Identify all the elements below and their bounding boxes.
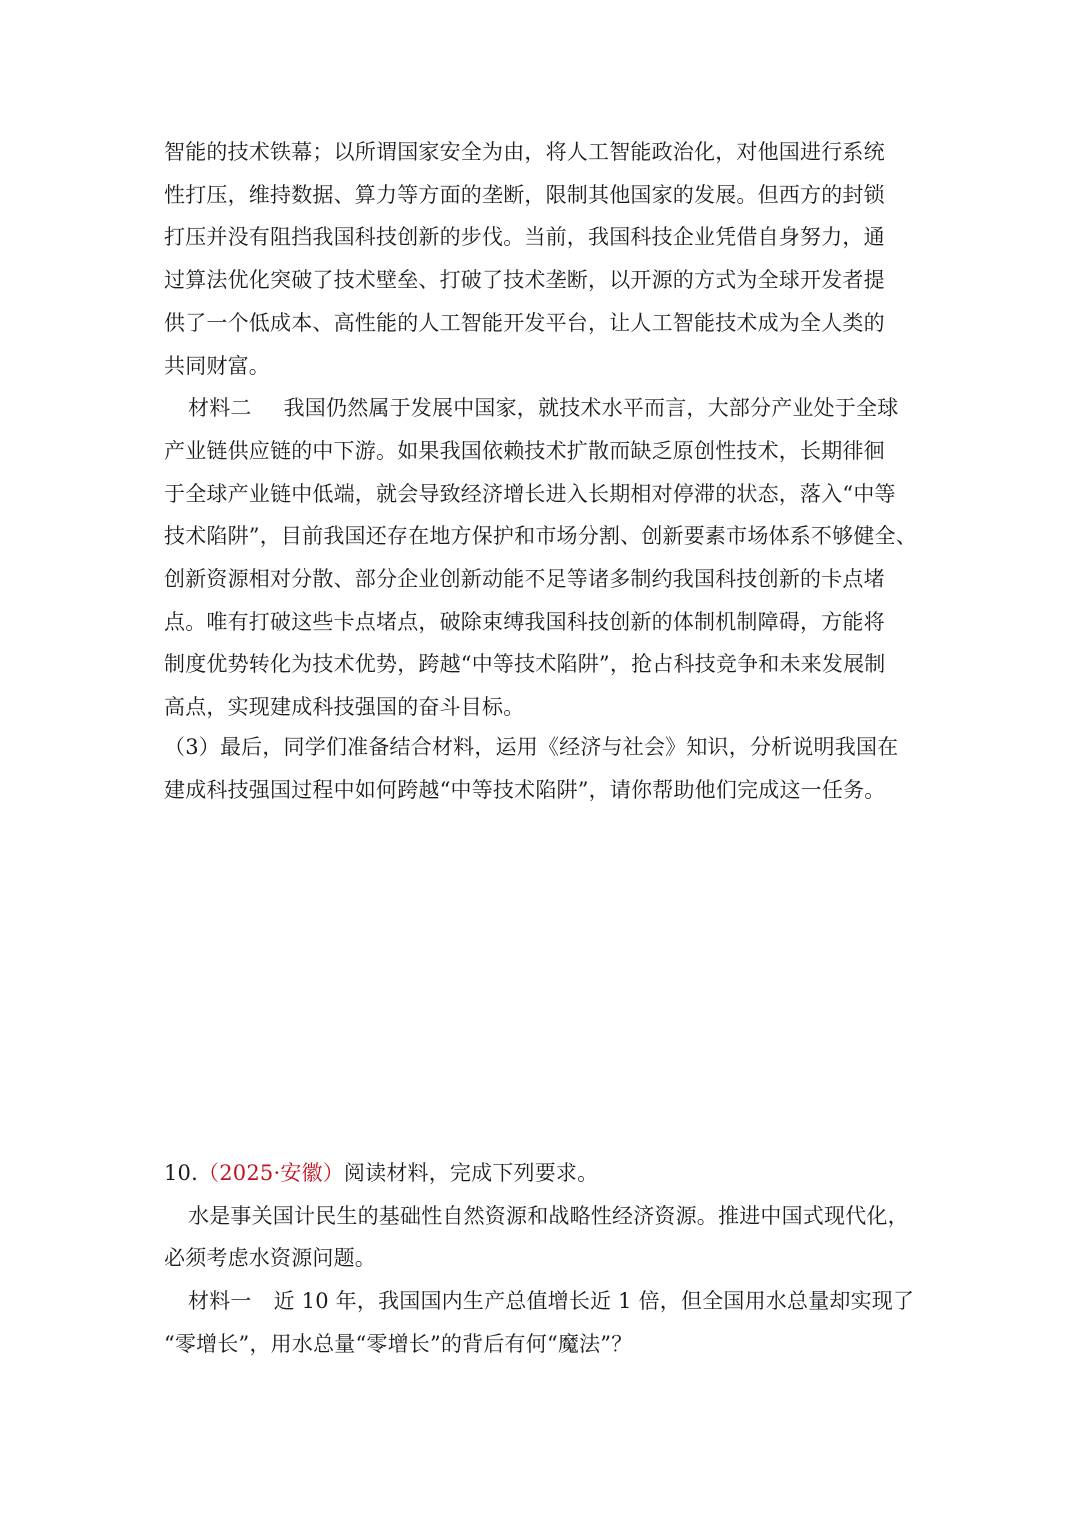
text-line: 供了一个低成本、高性能的人工智能开发平台，让人工智能技术成为全人类的 — [164, 310, 885, 335]
text-line: 于全球产业链中低端，就会导致经济增长进入长期相对停滞的状态，落入“中等 — [164, 481, 896, 506]
question-source: （2025·安徽） — [198, 1161, 344, 1185]
material-two-first-line — [164, 387, 924, 430]
text-line: 打压并没有阻挡我国科技创新的步伐。当前，我国科技企业凭借自身努力，通 — [164, 225, 885, 250]
question-number: 10. — [164, 1161, 198, 1185]
material-one-first-line — [164, 1280, 924, 1323]
text-line: 共同财富。 — [164, 353, 270, 378]
text-line: 水是事关国计民生的基础性自然资源和战略性经济资源。推进中国式现代化， — [188, 1203, 909, 1228]
material-two-label: 材料二 — [188, 396, 252, 421]
text-line: 产业链供应链的中下游。如果我国依赖技术扩散而缺乏原创性技术，长期徘徊 — [164, 438, 885, 463]
text-line: 过算法优化突破了技术壁垒、打破了技术垄断，以开源的方式为全球开发者提 — [164, 268, 885, 293]
text-line: 近 10 年，我国国内生产总值增长近 1 倍，但全国用水总量却实现了 — [273, 1289, 915, 1314]
text-line: 性打压，维持数据、算力等方面的垄断，限制其他国家的发展。但西方的封锁 — [164, 182, 885, 207]
question-ten-header — [164, 1152, 924, 1195]
question-ten — [164, 1152, 924, 1366]
material-one-label: 材料一 — [188, 1289, 252, 1314]
question-three — [164, 726, 924, 811]
text-line: 点。唯有打破这些卡点堵点，破除束缚我国科技创新的体制机制障碍，方能将 — [164, 609, 885, 634]
text-line: “零增长”，用水总量“零增长”的背后有何“魔法”？ — [164, 1331, 633, 1356]
text-line: 智能的技术铁幕；以所谓国家安全为由，将人工智能政治化，对他国进行系统 — [164, 140, 885, 164]
text-line: 建成科技强国过程中如何跨越“中等技术陷阱”，请你帮助他们完成这一任务。 — [164, 777, 886, 802]
text-line: 必须考虑水资源问题。 — [164, 1246, 376, 1271]
text-line: 技术陷阱”，目前我国还存在地方保护和市场分割、创新要素市场体系不够健全、 — [164, 524, 917, 549]
text-line: 高点，实现建成科技强国的奋斗目标。 — [164, 695, 525, 720]
text-line: （3）最后，同学们准备结合材料，运用《经济与社会》知识，分析说明我国在 — [164, 735, 899, 759]
question-prompt: 阅读材料，完成下列要求。 — [343, 1161, 599, 1185]
text-line: 制度优势转化为技术优势，跨越“中等技术陷阱”，抢占科技竞争和未来发展制 — [164, 652, 886, 677]
text-line: 我国仍然属于发展中国家，就技术水平而言，大部分产业处于全球 — [283, 396, 899, 421]
material-section — [164, 131, 924, 729]
text-line: 创新资源相对分散、部分企业创新动能不足等诸多制约我国科技创新的卡点堵 — [164, 567, 885, 592]
